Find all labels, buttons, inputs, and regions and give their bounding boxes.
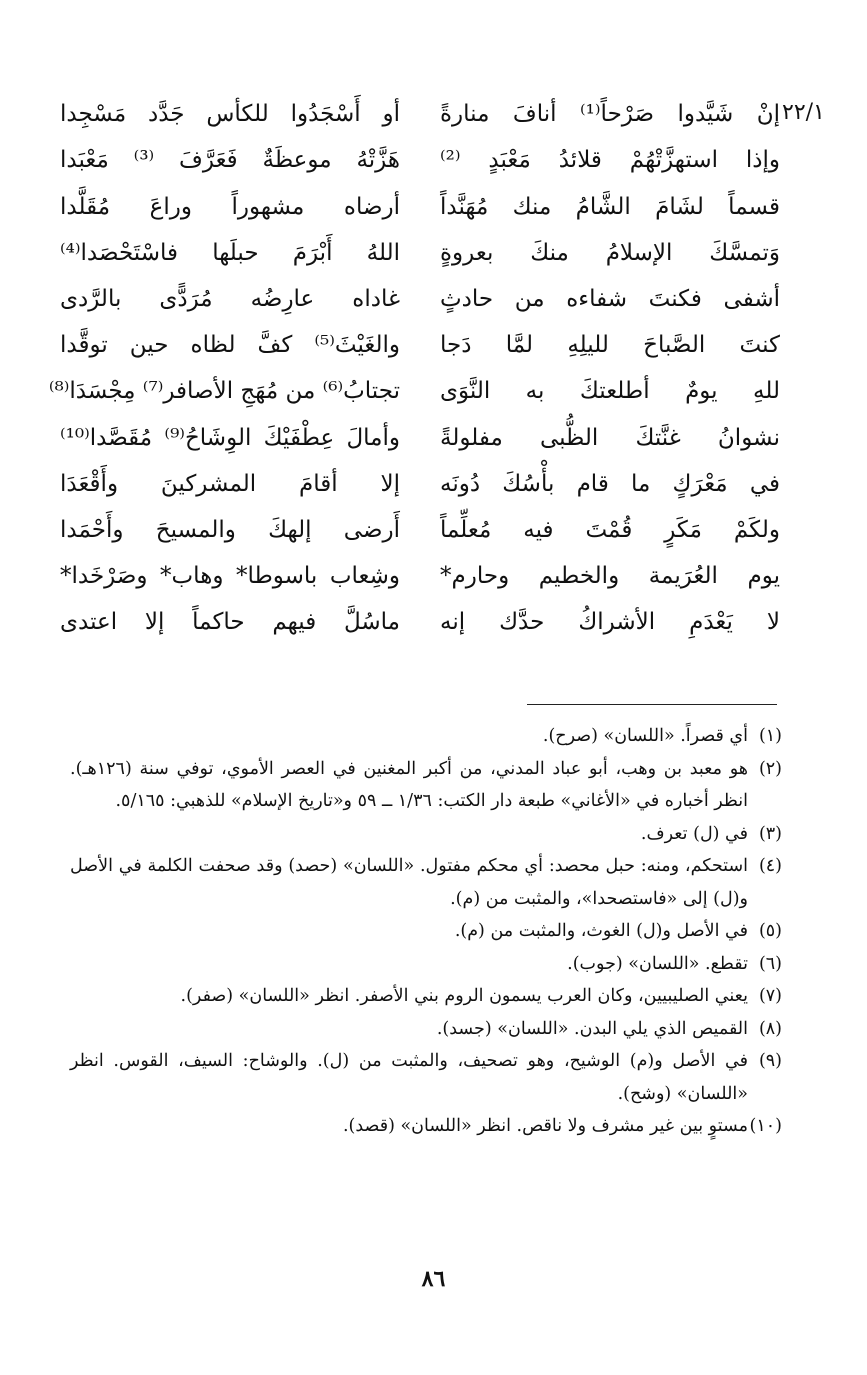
footnote-text: في الأصل و(م) الوشيح، وهو تصحيف، والمثبت من (ل). والوشاح: السيف، القوس. انظر «اللسان» (وشح).: [70, 1051, 748, 1104]
verse-first-hemistich: كنتَ الصَّباحَ لليلِهِ لمَّا دَجا: [440, 332, 780, 359]
footnote-text: تقطع. «اللسان» (جوب).: [567, 953, 748, 974]
footnote: [70, 753, 782, 818]
verse-second-hemistich: وأمالَ عِطْفَيْكَ الوِشَاحُ⁽⁹⁾ مُقَصَّدا⁽¹⁰⁾: [60, 424, 400, 451]
footnote-text: استحكم، ومنه: حبل محصد: أي محكم مفتول. «اللسان» (حصد) وقد صحفت الكلمة في الأصل و(ل) إلى «فاستصحدا»، والمثبت من (م).: [70, 856, 748, 909]
verse-reference-number: ٢٢/١: [782, 100, 825, 125]
footnote: [70, 980, 782, 1013]
footnote: [70, 915, 782, 948]
footnote: [70, 948, 782, 981]
verse-row: [60, 600, 780, 646]
verse-first-hemistich: وَتمسَّكَ الإسلامُ منكَ بعروةٍ: [440, 239, 780, 266]
verse-row: [60, 415, 780, 461]
verse-row: [60, 138, 780, 184]
verse-row: [60, 554, 780, 600]
footnote-number: (١٠): [749, 1116, 782, 1136]
footnote-text: يعني الصليبيين، وكان العرب يسمون الروم بني الأصفر. انظر «اللسان» (صفر).: [180, 986, 748, 1006]
footnotes: [70, 720, 782, 1143]
footnote-divider: [527, 704, 777, 705]
footnote: [70, 818, 782, 851]
verse-second-hemistich: أرضاه مشهوراً وراعَ مُقَلَّدا: [60, 193, 400, 220]
verse-second-hemistich: هَزَّتْهُ موعظَةٌ فَعَرَّفَ ⁽³⁾ مَعْبَدا: [60, 147, 400, 174]
verse-second-hemistich: تجتابُ⁽⁶⁾ من مُهَجِ الأصافر⁽⁷⁾ مِجْسَدَا⁽⁸⁾: [48, 378, 400, 405]
verse-first-hemistich: ولكَمْ مَكَرٍ قُمْتَ فيه مُعلِّماً: [440, 516, 780, 543]
verse-row: [60, 508, 780, 554]
verse-first-hemistich: للهِ يومٌ أطلعتكَ به النَّوَى: [440, 378, 780, 405]
verse-first-hemistich: أشفى فكنتَ شفاءه من حادثٍ: [440, 286, 780, 313]
footnote-number: (١): [758, 726, 782, 746]
footnote-text: أي قصراً. «اللسان» (صرح).: [542, 726, 748, 746]
verse-first-hemistich: في مَعْرَكٍ ما قام بأْسُكَ دُونَه: [440, 470, 780, 497]
verse-first-hemistich: وإذا استهزَّتْهُمْ قلائدُ مَعْبَدٍ ⁽²⁾: [440, 147, 780, 174]
footnote-number: (٤): [758, 856, 782, 876]
footnote-text: في الأصل و(ل) الغوث، والمثبت من (م).: [454, 921, 748, 941]
footnote-number: (٢): [758, 758, 782, 779]
verse-second-hemistich: وشِعاب باسوطا* وهاب* وصَرْخَدا*: [60, 563, 400, 590]
verse-second-hemistich: إلا أقامَ المشركينَ وأَقْعَدَا: [60, 470, 400, 497]
verse-row: [60, 277, 780, 323]
footnote: [70, 1013, 782, 1046]
footnote-text: في (ل) تعرف.: [640, 823, 748, 844]
verse-second-hemistich: ماسُلَّ فيهم حاكماً إلا اعتدى: [60, 609, 400, 636]
verse-second-hemistich: غاداه عارِضُه مُرَدًّى بالرَّدى: [60, 286, 400, 313]
verse-second-hemistich: اللهُ أَبْرَمَ حبلَها فاسْتَحْصَدا⁽⁴⁾: [60, 239, 400, 266]
verse-row: [60, 184, 780, 230]
footnote-text: هو معبد بن وهب، أبو عباد المدني، من أكبر المغنين في العصر الأموي، توفي سنة (١٢٦هـ). انظر أخباره في «الأغاني» طبعة دار الكتب: ١/٣٦ ــ ٥٩ و«تاريخ الإسلام» للذهبي: ٥/١٦٥.: [70, 758, 748, 811]
verse-row: [60, 231, 780, 277]
footnote-number: (٧): [758, 986, 782, 1006]
verse-row: [60, 92, 780, 138]
footnote-number: (٦): [758, 953, 782, 974]
verse-first-hemistich: قسماً لشَامَ الشَّامُ منك مُهَنَّداً: [440, 193, 780, 220]
verse-first-hemistich: يوم العُرَيمة والخطيم وحارم*: [440, 563, 780, 590]
verse-first-hemistich: لا يَعْدَمِ الأشراكُ حدَّك إنه: [440, 609, 780, 636]
footnote-number: (٩): [758, 1051, 782, 1071]
footnote: [70, 1110, 782, 1143]
footnote-text: القميص الذي يلي البدن. «اللسان» (جسد).: [436, 1018, 748, 1039]
footnote-number: (٥): [758, 921, 782, 941]
verse-row: [60, 323, 780, 369]
footnote: [70, 720, 782, 753]
footnote: [70, 850, 782, 915]
verse-first-hemistich: إنْ شَيَّدوا صَرْحاً⁽¹⁾ أنافَ منارةً: [440, 101, 781, 128]
verse-second-hemistich: أَرضى إلهكَ والمسيحَ وأَحْمَدا: [60, 516, 400, 543]
poem-block: [48, 92, 781, 646]
verse-row: [60, 462, 780, 508]
footnote-text: مستوٍ بين غير مشرف ولا ناقص. انظر «اللسان» (قصد).: [342, 1116, 748, 1136]
footnote-number: (٣): [758, 823, 782, 844]
verse-first-hemistich: نشوانُ غنَّتكَ الظُّبى مفلولةً: [440, 424, 780, 451]
verse-second-hemistich: والغَيْثَ⁽⁵⁾ كفَّ لظاه حين توقَّدا: [60, 332, 400, 359]
verse-second-hemistich: أو أَسْجَدُوا للكأس جَدَّد مَسْجِدا: [60, 101, 400, 128]
verse-row: [48, 369, 780, 415]
footnote-number: (٨): [758, 1018, 782, 1039]
footnote: [70, 1045, 782, 1110]
page-number: ٨٦: [421, 1266, 446, 1292]
